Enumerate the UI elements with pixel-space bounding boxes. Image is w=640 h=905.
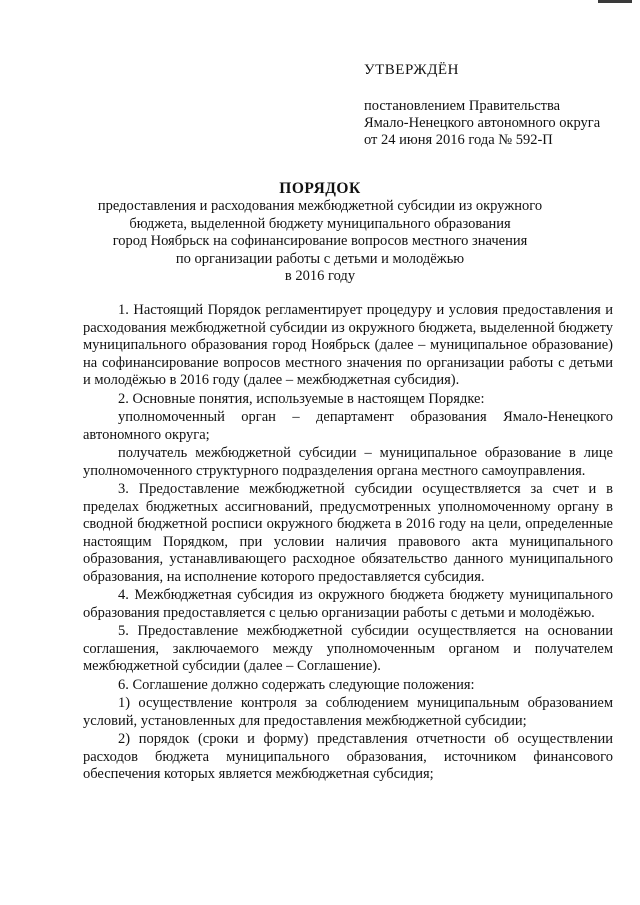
approval-line: постановлением Правительства — [364, 98, 561, 114]
approval-heading: УТВЕРЖДЁН — [364, 62, 459, 78]
subtitle-line: предоставления и расходования межбюджетной субсидии из окружного — [97, 198, 543, 214]
document-subtitle — [0, 198, 640, 286]
subtitle-line: по организации работы с детьми и молодёжью — [175, 250, 465, 267]
paragraph-6-item-1: 1) осуществление контроля за соблюдением муниципальным образованием условий, установленных для предоставления межбюджетной субсидии; — [83, 695, 613, 729]
scan-edge-mark — [598, 0, 632, 3]
paragraph-2: 2. Основные понятия, используемые в настоящем Порядке: — [118, 390, 485, 407]
paragraph-6: 6. Соглашение должно содержать следующие положения: — [118, 676, 475, 693]
approval-block — [364, 60, 614, 149]
subtitle-line: бюджета, выделенной бюджету муниципального образования — [129, 215, 511, 232]
subtitle-line: в 2016 году — [284, 268, 356, 285]
paragraph-definition-authority: уполномоченный орган – департамент образования Ямало-Ненецкого автономного округа; — [83, 409, 613, 443]
paragraph-1: 1. Настоящий Порядок регламентирует процедуру и условия предоставления и расходования межбюджетной субсидии из окружного бюджета, выделенной бюджету муниципального образования город Ноябрьск (далее – муниципальное образование) на софинансирование вопросов местного значения по организации работы с детьми и молодёжью в 2016 году (далее – межбюджетная субсидия). — [83, 302, 613, 388]
subtitle-line: город Ноябрьск на софинансирование вопросов местного значения — [112, 233, 528, 250]
approval-line: Ямало-Ненецкого автономного округа — [364, 115, 601, 131]
paragraph-3: 3. Предоставление межбюджетной субсидии осуществляется за счет и в пределах бюджетных ассигнований, предусмотренных уполномоченному органу в сводной бюджетной росписи окружного бюджета в 2016 году на цели, определенные настоящим Порядком, при условии наличия правового акта муниципального образования, устанавливающего расходное обязательство данного муниципального образования, на исполнение которого предоставляется субсидия. — [83, 481, 613, 585]
document-body — [83, 302, 613, 785]
approval-line: от 24 июня 2016 года № 592-П — [364, 132, 553, 148]
paragraph-4: 4. Межбюджетная субсидия из окружного бюджета бюджету муниципального образования предоставляется с целью организации работы с детьми и молодёжью. — [83, 587, 613, 621]
document-title: ПОРЯДОК — [279, 180, 361, 197]
paragraph-definition-recipient: получатель межбюджетной субсидии – муниципальное образование в лице уполномоченного структурного подразделения органа местного самоуправления. — [83, 445, 613, 479]
paragraph-6-item-2: 2) порядок (сроки и форму) представления отчетности об осуществлении расходов бюджета муниципального образования, источником финансового обеспечения которых является межбюджетная субсидия; — [83, 731, 613, 782]
paragraph-5: 5. Предоставление межбюджетной субсидии осуществляется на основании соглашения, заключаемого между уполномоченным органом и получателем межбюджетной субсидии (далее – Соглашение). — [83, 623, 613, 674]
